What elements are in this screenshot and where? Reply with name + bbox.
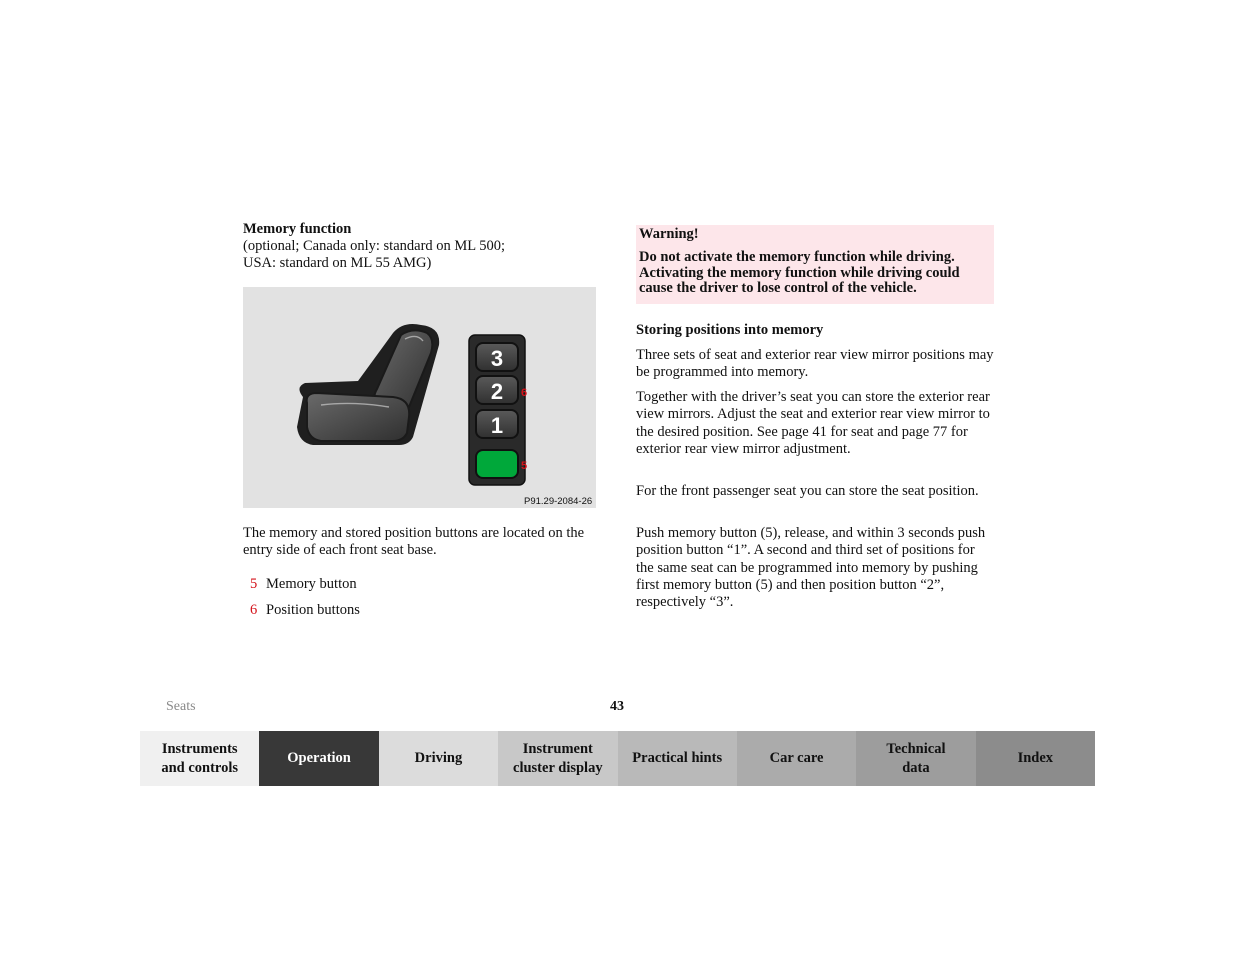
nav-tab-practical-hints[interactable] <box>618 731 737 786</box>
memory-button-panel <box>469 335 528 485</box>
callout-6: 6 <box>521 387 528 399</box>
seat-switch-icon <box>297 324 439 445</box>
footer-section-label: Seats <box>166 699 196 714</box>
section-title: Memory function <box>243 221 352 237</box>
figure-code: P91.29-2084-26 <box>524 496 593 507</box>
paragraph: For the front passenger seat you can store the seat position. <box>636 483 979 499</box>
nav-tab-driving[interactable] <box>379 731 498 786</box>
legend-text: Memory button <box>266 576 357 592</box>
paragraph: Three sets of seat and exterior rear view mirror positions may be programmed into memory. <box>636 347 994 381</box>
nav-tab-label: Technical data <box>886 740 946 776</box>
seat-memory-illustration <box>243 287 596 508</box>
button-label-2: 2 <box>490 379 504 404</box>
legend-number: 5 <box>250 576 258 592</box>
legend-text: Position buttons <box>266 602 360 618</box>
page-number: 43 <box>610 699 624 714</box>
location-description: The memory and stored position buttons are located on the entry side of each front seat base. <box>243 525 585 559</box>
left-column <box>243 221 597 272</box>
warning-title: Warning! <box>639 226 699 242</box>
legend-number: 6 <box>250 602 258 618</box>
nav-tab-label: Practical hints <box>632 750 723 766</box>
seat-memory-figure <box>243 287 596 508</box>
nav-tab-car-care[interactable] <box>737 731 856 786</box>
callout-5: 5 <box>521 460 528 472</box>
chapter-nav <box>140 731 1095 786</box>
warning-text: Do not activate the memory function while driving. Activating the memory function while driving could cause the driver to lose control of the vehicle. <box>639 248 960 297</box>
button-label-3: 3 <box>490 346 504 371</box>
nav-tab-operation[interactable] <box>259 731 378 786</box>
paragraph: Together with the driver’s seat you can store the exterior rear view mirrors. Adjust the seat and exterior rear view mirror to the desired position. See page 41 for seat and page 77 for exterior rear view mirror adjustment. <box>636 389 990 457</box>
nav-tab-label: Driving <box>414 750 463 766</box>
memory-button <box>476 450 518 478</box>
nav-tab-label: Operation <box>287 750 351 766</box>
availability-note-line2: USA: standard on ML 55 AMG) <box>243 255 432 271</box>
legend-item <box>250 602 360 619</box>
nav-tab-label: Car care <box>769 750 824 766</box>
nav-tab-index[interactable] <box>976 731 1095 786</box>
legend-item <box>250 576 357 593</box>
nav-tab-technical-data[interactable] <box>856 731 975 786</box>
nav-tab-label: Instruments and controls <box>161 740 239 776</box>
storing-heading: Storing positions into memory <box>636 322 824 338</box>
nav-tab-instruments-and-controls[interactable] <box>140 731 259 786</box>
nav-tab-instrument-cluster-display[interactable] <box>498 731 617 786</box>
nav-tab-label: Index <box>1017 750 1054 766</box>
warning-box <box>636 225 994 304</box>
availability-note-line1: (optional; Canada only: standard on ML 500; <box>243 238 506 254</box>
paragraph: Push memory button (5), release, and within 3 seconds push position button “1”. A second and third set of positions for the same seat can be programmed into memory by pushing first memory button (5) and then position button “2”, respectively “3”. <box>636 525 986 611</box>
right-column <box>636 225 994 304</box>
button-label-1: 1 <box>490 413 504 438</box>
nav-tab-label: Instrument cluster display <box>513 740 603 776</box>
